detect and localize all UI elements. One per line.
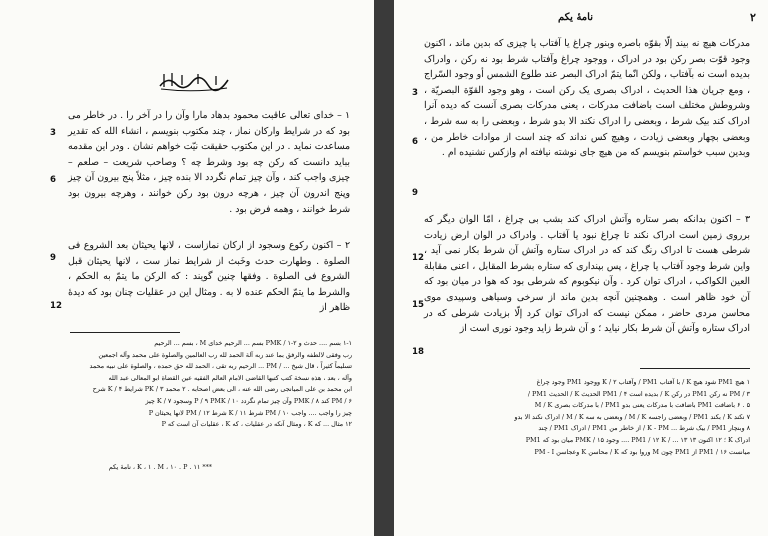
footnote-line: ۱-۱ بسم .... حدث و PMK / ۱-۲ بسم ... الرحیم خدای M ، بسم ... الرحیم bbox=[154, 339, 352, 347]
footnote-line: ۱۲ مثال ... که K ، ومثال آنکه در عقلیات ، که K ، عقلیات آن است که P bbox=[161, 420, 352, 429]
footnote-line: ۷ نکند K / بکند PM1 / وبعضی راجسه M / K / وبعضی به سه M / K / ادراک نکند الا بدو bbox=[514, 412, 750, 421]
footnotes bbox=[62, 338, 352, 431]
paragraph-2: ۲ – اکنون رکوع وسجود از ارکان نمازاست ، لانها یحیثان بعد الشروع فی الصلوة . وطهارت حدث وخَبث از شرایط نماز ست ، لانها یحیثان قبل الشروع فی الصلوة . وفقها چنین گویند : که الرکن ما یتمّ به الحکم ، والشرط ما یتمّ الحکم عنده لا به . ومثال این در عقلیات چنان بود که دیدهٔ ظاهر از bbox=[68, 240, 350, 314]
page-gutter bbox=[374, 0, 394, 536]
paragraph-continued: مدرکات هیچ نه بیند إلّا بقوّه باصره وبنور چراغ یا آفتاب یا چیزی که بدین ماند ، اکنون وجود قوّت بصر رکن بود در ادراک ، ووجود چراغ وآفتاب شرط بود نه رکن ، وادراک بدیده است نه بآفتاب ، ولکن انّما یتمّ ادراک البصر عند طلوع الشمس أو وجود السّراج ، ومع جریان هذا الحدیث ، ادراک بصری یک رکن است ، وهو وجود القوّة البصریّة ، وشروطش مختلف است باضافت مدرکات ، یعنی مدرکات بصری آنست که دیده آنرا ادراک کند بیک شرط ، وبعضی را ادراک نکند الا بدو شرط ، وبعضی را به سه شرط ، وبعضی بچهار وبعضی زیادت ، وهیچ کس نداند که چند است از موادات خاطر من ، وبدین سبب خواستم بنویسم که من هیچ جای نوشته نیافته ام وازکس نشنیده ام . bbox=[424, 38, 750, 159]
running-header-title: نامهٔ یکم bbox=[558, 12, 593, 23]
line-number: 6 bbox=[412, 137, 418, 147]
footnote-line: ۸ وبنچار PM1 / بیک شرط ... K - PM / از خاطر من PM1 / ادراک PM1 / چند bbox=[538, 424, 750, 433]
line-number: 12 bbox=[50, 301, 62, 311]
footnote-divider bbox=[70, 332, 180, 333]
footnote-line: ابن محمد بن علی المیانجی رضی الله عنه ، الی بعض اصحابه . ۲ محمد PK / ۳ شرایط K / ۴ شرح bbox=[92, 385, 352, 394]
line-number: 9 bbox=[50, 253, 56, 263]
footnote-line: وآله ، بعد ، هذه نسخة کتب کتبها القاضی الامام العالم الفقیه عین القضاة ابو المعالی عبد الله bbox=[108, 373, 352, 382]
line-number: 6 bbox=[50, 175, 56, 185]
footnote-line: PM / ۶ کند PMK / ۸ وآن چیز تمام نگردد P / ۹ PMK / ۱۰ وسجود K / ۷ چیز bbox=[145, 396, 352, 405]
line-number: 15 bbox=[412, 300, 424, 310]
paragraph-3: ۳ – اکنون بدانکه بصر ستاره وآتش ادراک کند بشب بی چراغ ، امّا الوان دیگر که برروی زمین است ادراک نکند تا چراغ نبود یا آفتاب . وادراک در الوان ارض زیادت شرطی هست تا ادراک رنگ کند که در ادراک ستاره وآتش آن شرط بکار نمی آید ، واین شرط وجود آفتاب یا چراغ ، پس بپنداری که ستاره بشرط المقابل ، اعنی مقابلة العین الکواکب ، ادراک توان کرد . وآن نیکوبوم که شرطی بود که هوا در میان بود که آن خود ظاهر است . وهمچنین آنچه بدین ماند از سرخی وسیاهی وسپیدی موی محاسن مردی حاضر ، ممکن نیست که ادراک توان کرد إلّا بزیادت شرطی که در ادراک ستاره وآتش آن شرط بکار نیاید ؛ و آن شرط زاید وجود نوری است از bbox=[424, 214, 750, 335]
left-page bbox=[0, 0, 374, 536]
footnotes bbox=[414, 377, 750, 458]
footnote-line: تسلیماً کثیراً ، قال شیخ ... / PM ... الرحیم ربه تقی ، الحمد لله حق حمده ، والصلوة علی نبیه محمد bbox=[89, 362, 352, 371]
footnote-line: رب وفقی لالطفه والرفق بما عند ربه آلة الحمد لله رب العالمین والصلوة علی محمد وآله اجمعین bbox=[98, 350, 352, 359]
footnote-divider bbox=[640, 368, 750, 369]
right-page bbox=[394, 0, 768, 536]
footnote-line: ۱ هیچ PM1 شود هیچ K / با آفتاب PM1 / وآفتاب K / ۲ ووجود PM1 وجود چراغ bbox=[536, 378, 750, 386]
line-number: 12 bbox=[412, 253, 424, 263]
line-number: 3 bbox=[412, 88, 418, 98]
page-number: ۲ bbox=[750, 11, 756, 24]
paragraph-1: ۱ – خدای تعالی عاقبت محمود بدهاد مارا وآن را در آخر را . در خاطر می بود که در شرایط وارکان نماز ، چند مکتوب بنویسم ، انشاء الله که تقدیر مساعدت نماید . در این مکتوب حقیقت نیّت خواهم نشان . ودر این مقدمه بباید دانست که رکن چه بود وشرط چه ؟ وصاحب شریعت – صلعم – چیزی واجب کند ، وآن چیز تمام نگردد الا بنده چیز ، مثلاً پنج بیرون آن چیز وپنج اندرون آن چیز ، هرچه درون بود رکن خوانند ، وهرچه بیرون بود شرط خوانند ، وهمه فرض بود . bbox=[68, 110, 350, 215]
footer-note: *** ۱۱ . K ، ۱ . M ، ۱۰ . P ، نامهٔ یکم bbox=[108, 463, 212, 471]
footnote-line: PM / ۳ نه رکن PM1 در رکن K / بدیده است PM1 / ۴ الحدیث K / الحدیث PM1 / bbox=[527, 389, 750, 398]
line-number: 9 bbox=[412, 188, 418, 198]
line-number: 3 bbox=[50, 128, 56, 138]
footnote-line: چیز را واجب .... واجب PM / ۱۰ شرط K / ۱۱ شرط PM / ۱۲ لانها یحیثان P bbox=[148, 408, 352, 417]
footnote-line: ادراک K ؛ ۱۲ اکنون PM1 / ۱۲ K / ... ۱۳ ۱۳ .... وجود PMK / ۱۵ میان بود که PM1 bbox=[525, 435, 750, 444]
line-number: 18 bbox=[412, 347, 424, 357]
footnote-line: ۵ . ۶ باضافت PM1 باضافت با مدرکات یعنی بدو PM1 / با مدرکات بصری M / K bbox=[534, 401, 750, 410]
footnote-line: میانست PM1 / ۱۶ از PM1 چون M وروا بود که K / محاسن K وعجاسن PM - I bbox=[534, 447, 750, 456]
bismillah-calligraphy bbox=[158, 70, 230, 92]
